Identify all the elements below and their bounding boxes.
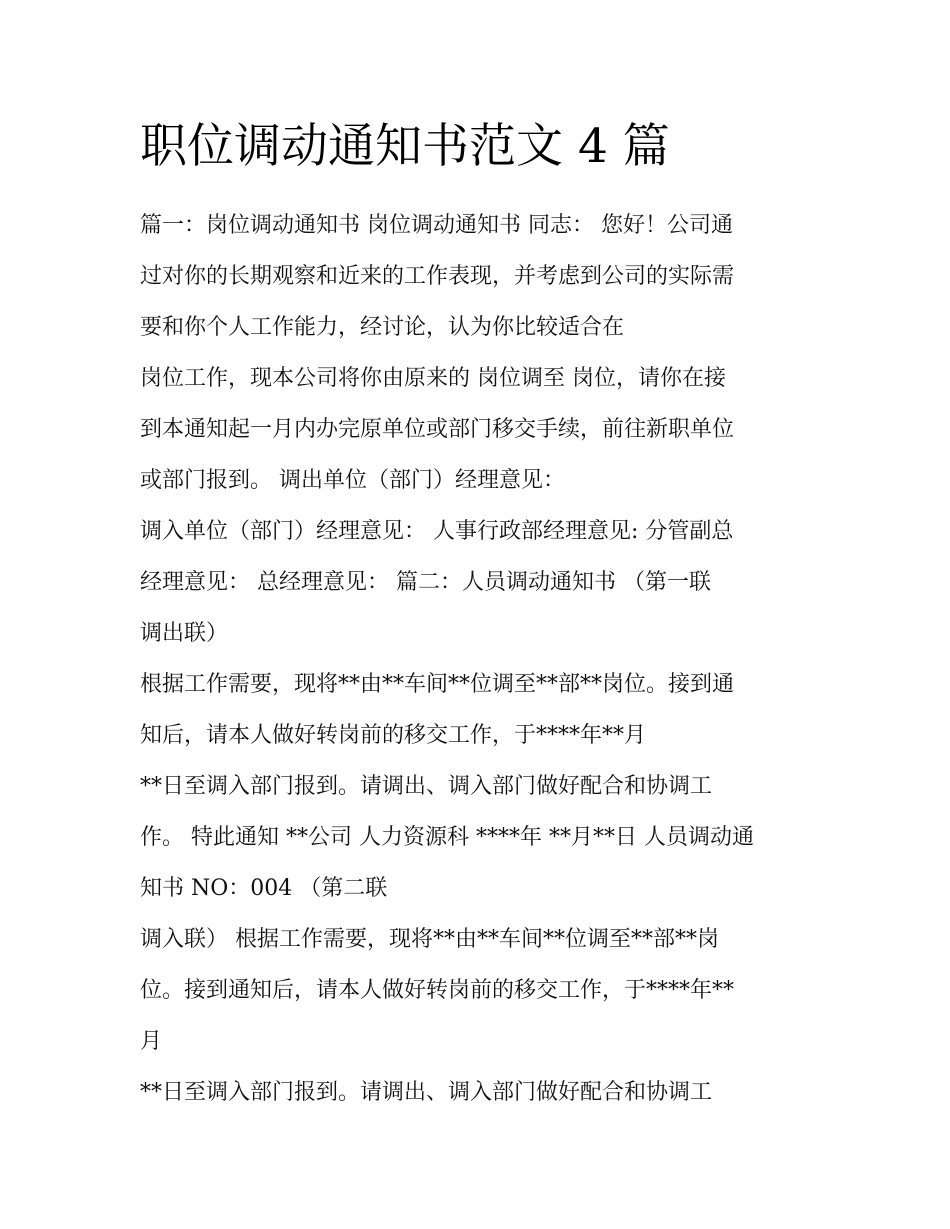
body-line: 调入联） 根据工作需要，现将**由**车间**位调至**部**岗 — [140, 927, 719, 952]
body-line: 位。接到通知后，请本人做好转岗前的移交工作，于****年** — [140, 978, 735, 1003]
body-line: 调出联） — [140, 621, 229, 646]
body-line: 或部门报到。 调出单位（部门）经理意见： — [140, 468, 565, 493]
body-line: 到本通知起一月内办完原单位或部门移交手续，前往新职单位 — [140, 417, 735, 442]
body-line: 月 — [140, 1029, 163, 1054]
document-title: 职位调动通知书范文 4 篇 — [140, 119, 670, 174]
body-line: 经理意见： 总经理意见： 篇二：人员调动通知书 （第一联 — [140, 570, 711, 595]
document-body — [140, 200, 830, 1118]
body-line: 篇一：岗位调动通知书 岗位调动通知书 同志： 您好！公司通 — [140, 213, 733, 238]
body-line: 根据工作需要，现将**由**车间**位调至**部**岗位。接到通 — [140, 672, 735, 697]
body-line: 过对你的长期观察和近来的工作表现，并考虑到公司的实际需 — [140, 264, 735, 289]
body-line: 岗位工作，现本公司将你由原来的 岗位调至 岗位，请你在接 — [140, 366, 726, 391]
body-line: 要和你个人工作能力，经讨论，认为你比较适合在 — [140, 315, 625, 340]
body-line: **日至调入部门报到。请调出、调入部门做好配合和协调工 — [140, 1080, 713, 1105]
body-line: 调入单位（部门）经理意见： 人事行政部经理意见: 分管副总 — [140, 519, 734, 544]
body-line: 知后，请本人做好转岗前的移交工作，于****年**月 — [140, 723, 647, 748]
body-line: **日至调入部门报到。请调出、调入部门做好配合和协调工 — [140, 774, 713, 799]
body-line: 作。 特此通知 **公司 人力资源科 ****年 **月**日 人员调动通 — [140, 825, 754, 850]
body-line: 知书 NO：004 （第二联 — [140, 876, 388, 901]
